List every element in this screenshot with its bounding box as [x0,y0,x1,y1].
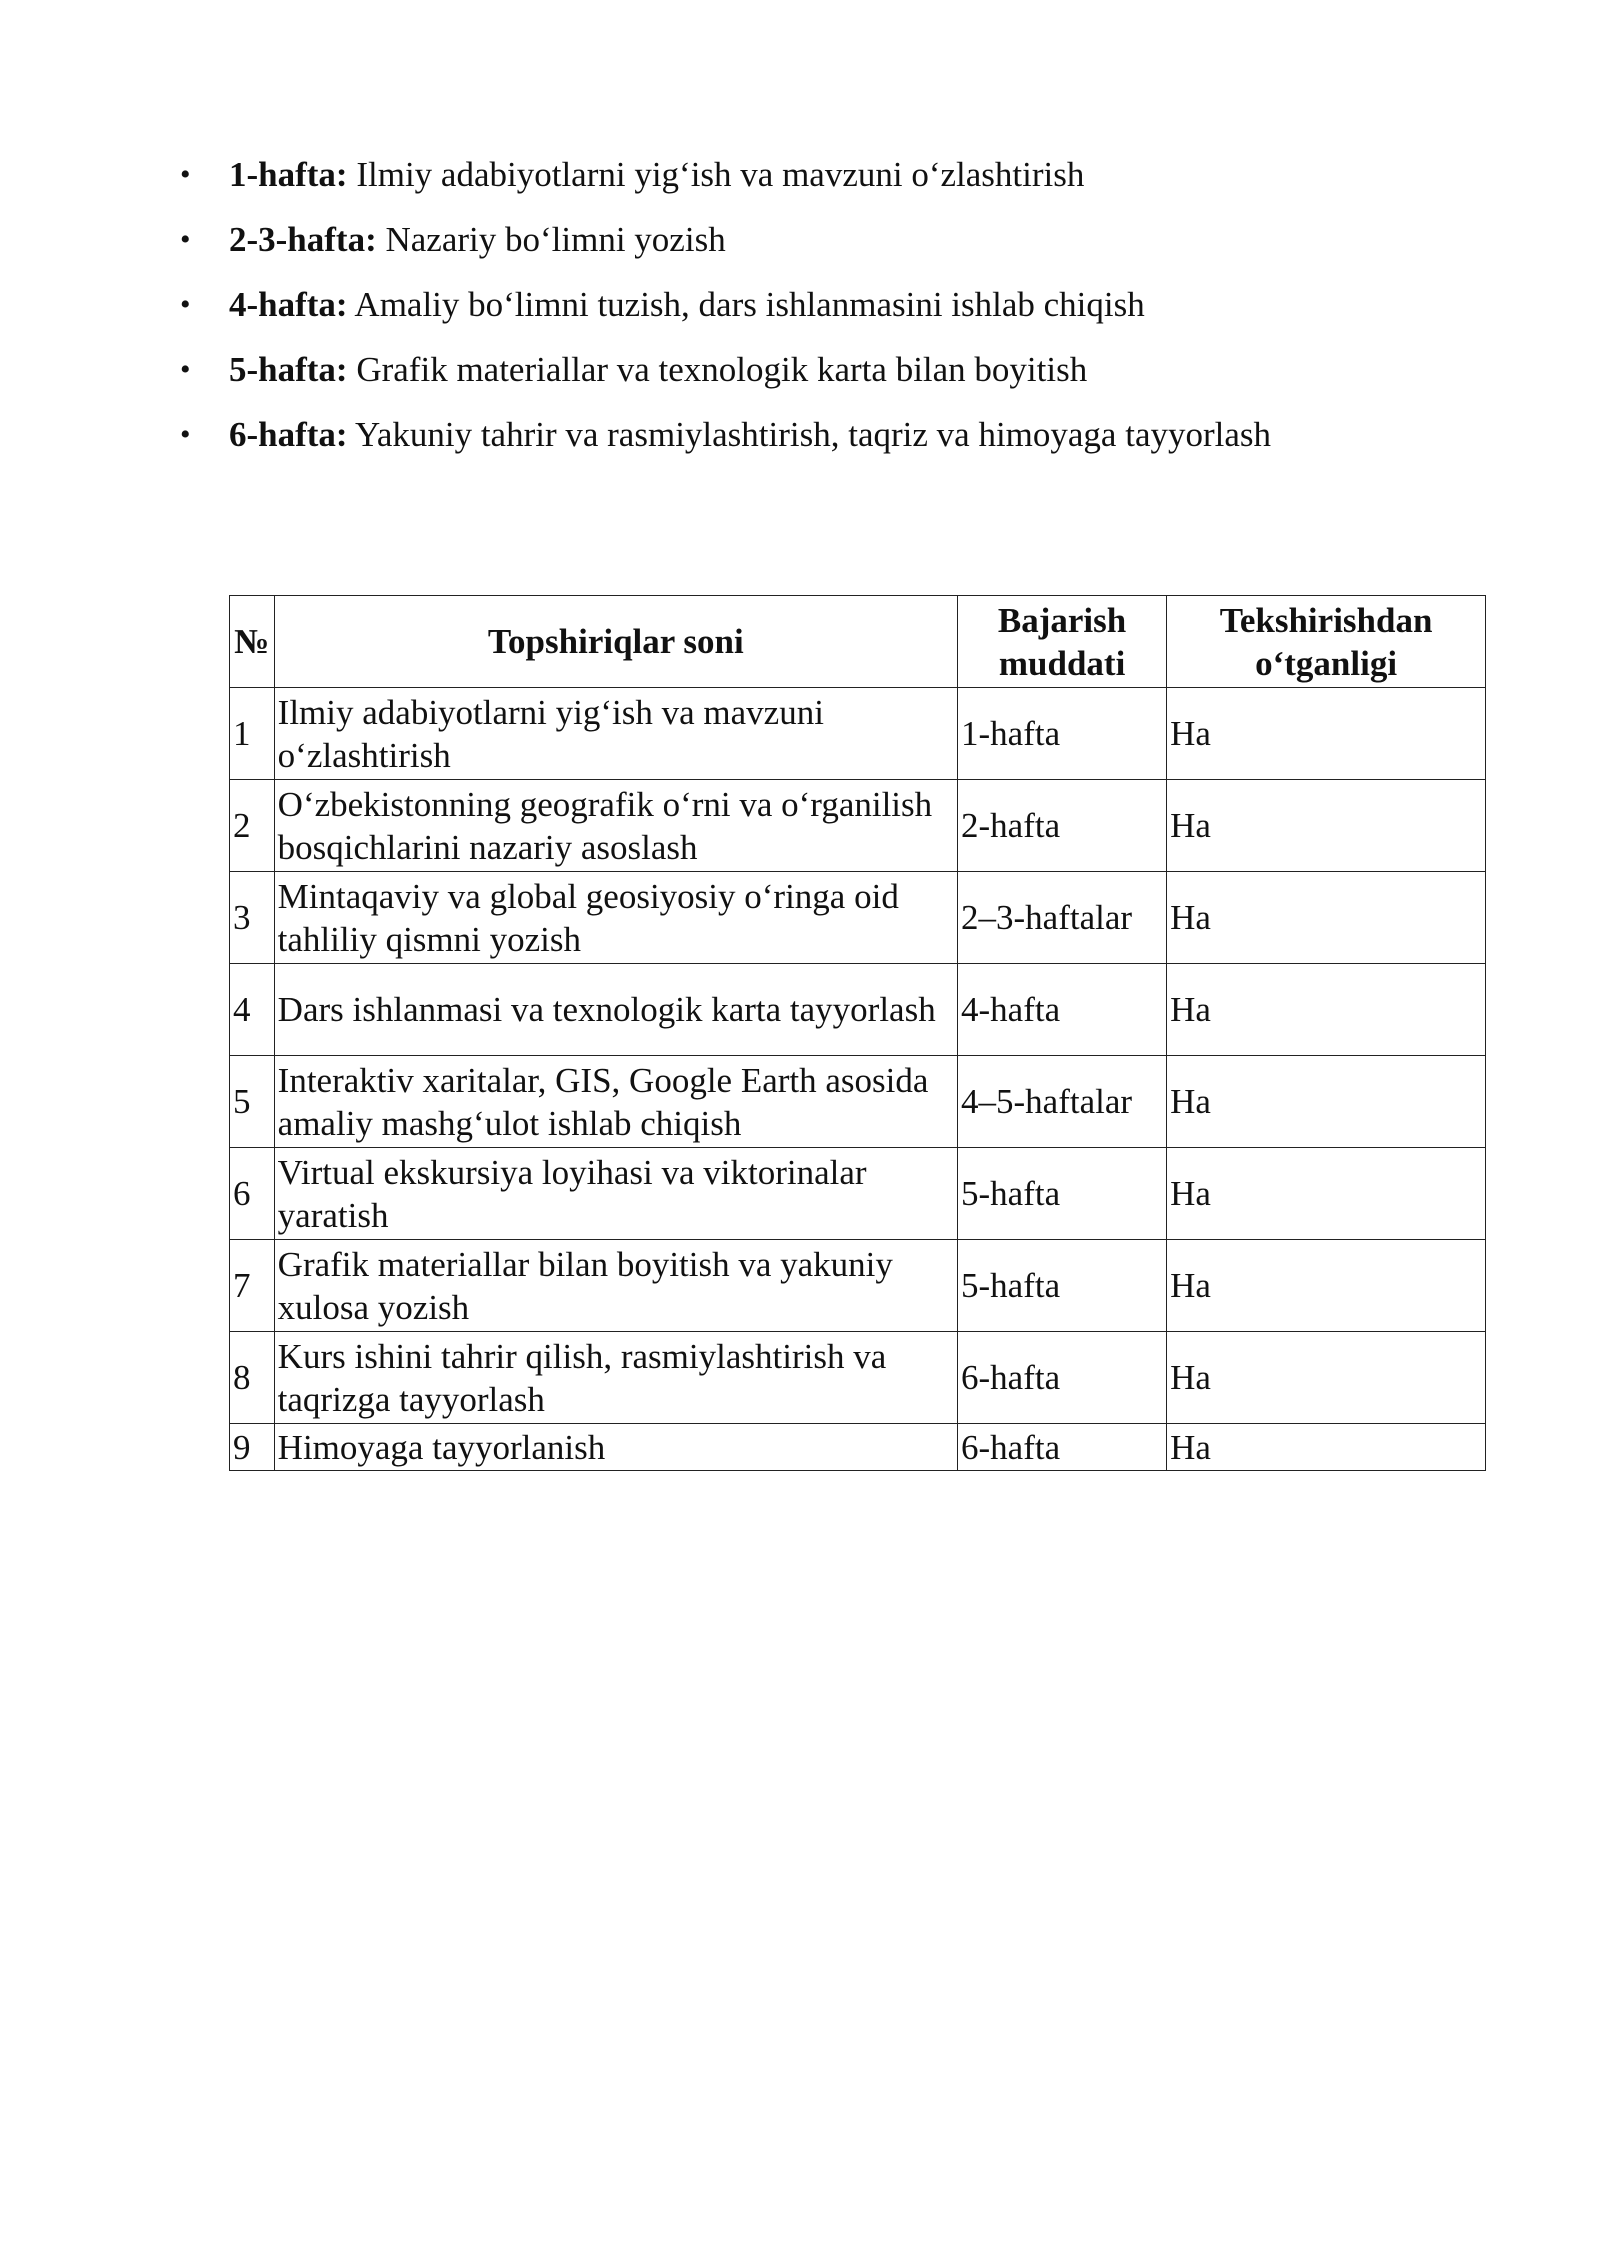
schedule-week-label: 6-hafta: [229,415,348,454]
cell-due: 4–5-haftalar [958,1056,1167,1148]
header-check: Tekshirishdan o‘tganligi [1167,596,1486,688]
cell-check: Ha [1167,872,1486,964]
cell-number: 2 [230,780,275,872]
cell-task: Virtual ekskursiya loyihasi va viktorinalar yaratish [274,1148,957,1240]
bullet-icon: • [180,288,191,321]
cell-due: 6-hafta [958,1332,1167,1424]
cell-check: Ha [1167,1240,1486,1332]
bullet-icon: • [180,223,191,256]
table-row [230,1424,1486,1471]
schedule-item [180,402,1479,467]
header-task: Topshiriqlar soni [274,596,957,688]
table-row [230,688,1486,780]
task-table [229,595,1486,1471]
cell-number: 4 [230,964,275,1056]
schedule-week-label: 2-3-hafta: [229,220,377,259]
schedule-item [180,207,1479,272]
cell-number: 8 [230,1332,275,1424]
schedule-item [180,142,1479,207]
cell-task: O‘zbekistonning geografik o‘rni va o‘rganilish bosqichlarini nazariy asoslash [274,780,957,872]
schedule-week-label: 1-hafta: [229,155,348,194]
cell-task: Himoyaga tayyorlanish [274,1424,957,1471]
bullet-icon: • [180,418,191,451]
schedule-list [180,142,1479,467]
cell-due: 5-hafta [958,1148,1167,1240]
cell-check: Ha [1167,1424,1486,1471]
table-row [230,1056,1486,1148]
cell-number: 9 [230,1424,275,1471]
table-row [230,1332,1486,1424]
header-number: № [230,596,275,688]
table-row [230,1240,1486,1332]
cell-number: 7 [230,1240,275,1332]
cell-due: 1-hafta [958,688,1167,780]
cell-task: Dars ishlanmasi va texnologik karta tayyorlash [274,964,957,1056]
schedule-description: Ilmiy adabiyotlarni yig‘ish va mavzuni o‘zlashtirish [347,155,1085,194]
cell-check: Ha [1167,1332,1486,1424]
schedule-item [180,337,1479,402]
schedule-description: Amaliy bo‘limni tuzish, dars ishlanmasini ishlab chiqish [347,285,1145,324]
cell-task: Interaktiv xaritalar, GIS, Google Earth asosida amaliy mashg‘ulot ishlab chiqish [274,1056,957,1148]
cell-due: 4-hafta [958,964,1167,1056]
schedule-week-label: 4-hafta: [229,285,348,324]
cell-check: Ha [1167,1148,1486,1240]
cell-task: Mintaqaviy va global geosiyosiy o‘ringa oid tahliliy qismni yozish [274,872,957,964]
cell-task: Kurs ishini tahrir qilish, rasmiylashtirish va taqrizga tayyorlash [274,1332,957,1424]
cell-check: Ha [1167,688,1486,780]
cell-number: 6 [230,1148,275,1240]
schedule-description: Yakuniy tahrir va rasmiylashtirish, taqriz va himoyaga tayyorlash [347,415,1272,454]
table-header-row [230,596,1486,688]
cell-number: 5 [230,1056,275,1148]
cell-task: Grafik materiallar bilan boyitish va yakuniy xulosa yozish [274,1240,957,1332]
cell-check: Ha [1167,1056,1486,1148]
bullet-icon: • [180,158,191,191]
schedule-description: Nazariy bo‘limni yozish [376,220,726,259]
cell-due: 2–3-haftalar [958,872,1167,964]
table-row [230,1148,1486,1240]
schedule-item [180,272,1479,337]
cell-task: Ilmiy adabiyotlarni yig‘ish va mavzuni o‘zlashtirish [274,688,957,780]
cell-number: 1 [230,688,275,780]
cell-number: 3 [230,872,275,964]
schedule-description: Grafik materiallar va texnologik karta bilan boyitish [347,350,1088,389]
cell-check: Ha [1167,964,1486,1056]
table-row [230,964,1486,1056]
header-due: Bajarish muddati [958,596,1167,688]
cell-check: Ha [1167,780,1486,872]
table-row [230,780,1486,872]
cell-due: 5-hafta [958,1240,1167,1332]
cell-due: 2-hafta [958,780,1167,872]
cell-due: 6-hafta [958,1424,1167,1471]
bullet-icon: • [180,353,191,386]
schedule-week-label: 5-hafta: [229,350,348,389]
table-row [230,872,1486,964]
